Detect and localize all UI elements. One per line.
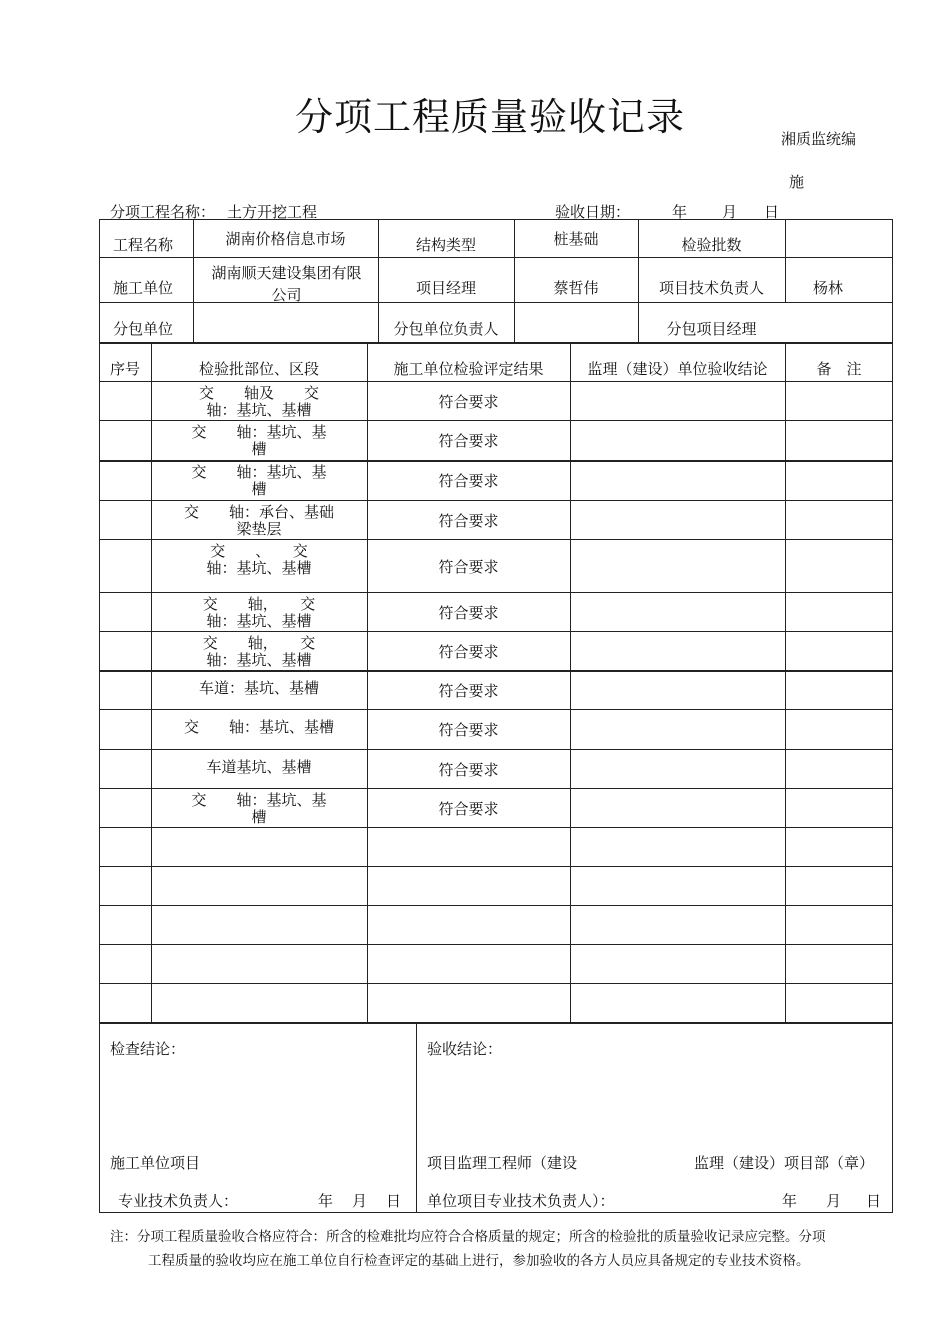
row-location-line2: 轴：基坑、基槽 xyxy=(206,651,312,669)
contractor-sign-month: 月 xyxy=(352,1192,368,1210)
row-location-line1: 交 轴：承台、基础 xyxy=(183,503,334,521)
date-day: 日 xyxy=(764,203,780,221)
contractor-label: 施工单位 xyxy=(113,279,174,297)
row-location-line1: 交 轴：基坑、基 xyxy=(191,463,327,481)
subcontractor-pm-label: 分包项目经理 xyxy=(666,320,757,338)
row-contractor-result: 符合要求 xyxy=(438,393,499,411)
contractor-tech-lead-label: 专业技术负责人： xyxy=(118,1192,239,1210)
header-location: 检验批部位、区段 xyxy=(198,360,319,378)
row-location-line2: 槽 xyxy=(251,440,267,458)
row-contractor-result: 符合要求 xyxy=(438,682,499,700)
supervisor-sign-year: 年 xyxy=(782,1192,798,1210)
row-location-line2: 轴：基坑、基槽 xyxy=(206,559,312,577)
footnote-line-1: 注：分项工程质量验收合格应符合：所含的检难批均应符合合格质量的规定；所含的检验批的质量验收记录应完整。分项 xyxy=(110,1229,826,1245)
header-no: 序号 xyxy=(109,360,140,378)
row-location: 交 轴：基坑、基槽 xyxy=(183,718,334,736)
row-location-line1: 交 轴及 交 xyxy=(198,384,319,402)
row-location-line2: 梁垫层 xyxy=(236,520,282,538)
row-location: 车道：基坑、基槽 xyxy=(198,679,319,697)
project-name-label: 工程名称 xyxy=(113,236,174,254)
row-location-line2: 槽 xyxy=(251,480,267,498)
contractor-sign-year: 年 xyxy=(318,1192,334,1210)
issuer-label: 湘质监统编 xyxy=(781,130,857,148)
page-title: 分项工程质量验收记录 xyxy=(294,95,685,139)
project-name-value: 湖南价格信息市场 xyxy=(225,230,346,248)
check-conclusion-label: 检查结论： xyxy=(110,1040,186,1058)
row-location-line2: 轴：基坑、基槽 xyxy=(206,401,312,419)
row-contractor-result: 符合要求 xyxy=(438,721,499,739)
date-year: 年 xyxy=(672,203,688,221)
supervisor-sign-label: 项目监理工程师（建设 xyxy=(427,1154,578,1172)
supervisor-dept-stamp-label: 监理（建设）项目部（章） xyxy=(694,1154,875,1172)
row-location-line1: 交 、 交 xyxy=(210,542,308,560)
row-contractor-result: 符合要求 xyxy=(438,761,499,779)
subproject-name-value: 土方开挖工程 xyxy=(227,203,318,221)
row-location: 车道基坑、基槽 xyxy=(206,758,312,776)
row-location-line2: 轴：基坑、基槽 xyxy=(206,612,312,630)
subcontractor-lead-label: 分包单位负责人 xyxy=(393,320,499,338)
row-location-line2: 槽 xyxy=(251,808,267,826)
inspection-date-label: 验收日期： xyxy=(555,203,631,221)
supervisor-sign-day: 日 xyxy=(866,1192,882,1210)
subproject-name-label: 分项工程名称： xyxy=(110,203,216,221)
supervisor-sign-month: 月 xyxy=(826,1192,842,1210)
row-contractor-result: 符合要求 xyxy=(438,643,499,661)
footnote-line-2: 工程质量的验收均应在施工单位自行检查评定的基础上进行，参加验收的各方人员应具备规定的专业技术资格。 xyxy=(148,1253,810,1269)
row-contractor-result: 符合要求 xyxy=(438,604,499,622)
header-supervisor-conclusion: 监理（建设）单位验收结论 xyxy=(587,360,768,378)
batch-count-label: 检验批数 xyxy=(681,236,742,254)
row-contractor-result: 符合要求 xyxy=(438,800,499,818)
row-contractor-result: 符合要求 xyxy=(438,512,499,530)
tech-lead-value: 杨林 xyxy=(812,279,843,297)
acceptance-conclusion-label: 验收结论： xyxy=(427,1040,503,1058)
stamp-char: 施 xyxy=(789,173,805,191)
row-location-line1: 交 轴：基坑、基 xyxy=(191,423,327,441)
project-manager-label: 项目经理 xyxy=(415,279,476,297)
structure-type-value: 桩基础 xyxy=(553,230,599,248)
contractor-sign-label: 施工单位项目 xyxy=(110,1154,201,1172)
row-contractor-result: 符合要求 xyxy=(438,472,499,490)
subcontractor-label: 分包单位 xyxy=(113,320,174,338)
row-contractor-result: 符合要求 xyxy=(438,558,499,576)
project-manager-value: 蔡哲伟 xyxy=(553,279,599,297)
date-month: 月 xyxy=(722,203,738,221)
row-contractor-result: 符合要求 xyxy=(438,432,499,450)
header-contractor-result: 施工单位检验评定结果 xyxy=(393,360,544,378)
tech-lead-label: 项目技术负责人 xyxy=(658,279,764,297)
row-location-line1: 交 轴， 交 xyxy=(202,634,316,652)
row-location-line1: 交 轴， 交 xyxy=(202,595,316,613)
supervisor-tech-lead-label: 单位项目专业技术负责人）： xyxy=(427,1192,615,1210)
contractor-value: 湖南顺天建设集团有限公司 xyxy=(211,264,362,304)
contractor-sign-day: 日 xyxy=(386,1192,402,1210)
header-note: 备 注 xyxy=(816,360,862,378)
structure-type-label: 结构类型 xyxy=(415,236,476,254)
row-location-line1: 交 轴：基坑、基 xyxy=(191,791,327,809)
